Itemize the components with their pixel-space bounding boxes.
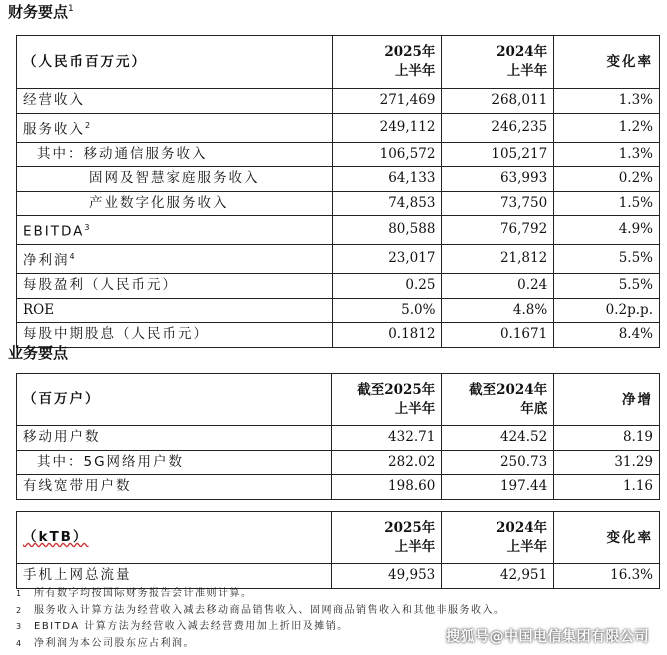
- col-change-header: 变化率: [554, 512, 660, 564]
- footnote-ref: 3: [84, 223, 90, 232]
- row-label: 每股盈利（人民币元）: [17, 274, 333, 299]
- unit-header: （kTB）: [17, 512, 332, 564]
- footnote: 3 EBITDA 计算方法为经营收入减去经营费用加上折旧及摊销。: [16, 621, 349, 633]
- value-change: 1.3%: [554, 142, 660, 167]
- row-label: 其中：5G网络用户数: [17, 450, 332, 475]
- value-2025: 271,469: [332, 89, 442, 114]
- table-row: [17, 323, 660, 348]
- col-2024-header: 2024年 上半年: [442, 512, 554, 564]
- value-net-add: 8.19: [554, 426, 660, 451]
- value-2024: 73,750: [442, 191, 554, 216]
- table-row: [17, 426, 660, 451]
- col-2025-header: 2025年 上半年: [332, 512, 442, 564]
- footnote-ref: 4: [69, 252, 75, 261]
- value-2025: 80,588: [332, 216, 442, 245]
- table-row: [17, 450, 660, 475]
- value-net-add: 1.16: [554, 475, 660, 500]
- value-2024: 250.73: [442, 450, 554, 475]
- value-2024: 0.1671: [442, 323, 554, 348]
- col-2024-header: 截至2024年 年底: [442, 374, 554, 426]
- financial-highlights-title: [8, 1, 74, 22]
- value-2024: 76,792: [442, 216, 554, 245]
- value-2024: 424.52: [442, 426, 554, 451]
- value-2024: 4.8%: [442, 298, 554, 323]
- table-row: [17, 475, 660, 500]
- value-2024: 268,011: [442, 89, 554, 114]
- row-label: 固网及智慧家庭服务收入: [17, 167, 333, 192]
- unit-header: （百万户）: [17, 374, 332, 426]
- row-label: 移动用户数: [17, 426, 332, 451]
- value-2025: 64,133: [332, 167, 442, 192]
- value-change: 4.9%: [554, 216, 660, 245]
- col-net-add-header: 净增: [554, 374, 660, 426]
- value-2024: 0.24: [442, 274, 554, 299]
- value-change: 1.2%: [554, 113, 660, 142]
- table-row: [17, 216, 660, 245]
- footnote: 2 服务收入计算方法为经营收入减去移动商品销售收入、固网商品销售收入和其他非服务收入。: [16, 604, 506, 616]
- value-2024: 63,993: [442, 167, 554, 192]
- value-change: 1.5%: [554, 191, 660, 216]
- value-2024: 21,812: [442, 245, 554, 274]
- table-row: [17, 564, 660, 589]
- financial-title-text: 财务要点: [8, 3, 69, 21]
- financial-table: [16, 35, 660, 348]
- footnotes: [16, 586, 506, 652]
- business-table: [16, 373, 660, 500]
- value-2025: 5.0%: [332, 298, 442, 323]
- row-label: 服务收入$^2$: [17, 113, 333, 142]
- footnote: 1 所有数字均按国际财务报告会计准则计算。: [16, 588, 253, 599]
- traffic-table: [16, 511, 660, 589]
- value-change: 5.5%: [554, 245, 660, 274]
- watermark: 搜狐号@中国电信集团有限公司: [446, 629, 649, 645]
- table-row: [17, 274, 660, 299]
- table-header-row: [17, 374, 660, 426]
- table-row: [17, 167, 660, 192]
- value-2024: 246,235: [442, 113, 554, 142]
- table-header-row: [17, 512, 660, 564]
- table-header-row: [17, 36, 660, 89]
- unit-header: （人民币百万元）: [17, 36, 333, 89]
- table-row: [17, 298, 660, 323]
- value-2025: 74,853: [332, 191, 442, 216]
- value-2024: 197.44: [442, 475, 554, 500]
- value-2025: 49,953: [332, 564, 442, 589]
- footnote: 4 净利润为本公司股东应占利润。: [16, 637, 195, 649]
- value-change: 16.3%: [554, 564, 660, 589]
- row-label: 手机上网总流量: [17, 564, 332, 589]
- value-2024: 105,217: [442, 142, 554, 167]
- value-change: 0.2p.p.: [554, 298, 660, 323]
- row-label: 净利润$^4$: [17, 245, 333, 274]
- value-change: 0.2%: [554, 167, 660, 192]
- table-row: [17, 191, 660, 216]
- row-label: ROE: [17, 298, 333, 323]
- table-row: [17, 113, 660, 142]
- col-change-header: 变化率: [554, 36, 660, 89]
- table-row: [17, 89, 660, 114]
- col-2025-header: 2025年 上半年: [332, 36, 442, 89]
- value-2025: 198.60: [332, 475, 442, 500]
- value-2025: 282.02: [332, 450, 442, 475]
- value-2025: 249,112: [332, 113, 442, 142]
- col-2024-header: 2024年 上半年: [442, 36, 554, 89]
- value-change: 1.3%: [554, 89, 660, 114]
- footnote-ref: 2: [85, 120, 91, 130]
- value-2025: 106,572: [332, 142, 442, 167]
- value-change: 5.5%: [554, 274, 660, 299]
- col-2025-header: 截至2025年 上半年: [332, 374, 442, 426]
- value-2025: 23,017: [332, 245, 442, 274]
- row-label: EBITDA$^3$: [17, 216, 333, 245]
- row-label: 其中：移动通信服务收入: [17, 142, 333, 167]
- row-label: 产业数字化服务收入: [17, 191, 333, 216]
- row-label: 经营收入: [17, 89, 333, 114]
- table-row: [17, 142, 660, 167]
- value-2025: 0.1812: [332, 323, 442, 348]
- value-change: 8.4%: [554, 323, 660, 348]
- business-highlights-title: 业务要点: [8, 344, 69, 362]
- value-2025: 0.25: [332, 274, 442, 299]
- financial-title-footnote: 1: [68, 4, 74, 14]
- table-row: [17, 245, 660, 274]
- row-label: 每股中期股息（人民币元）: [17, 323, 333, 348]
- value-2025: 432.71: [332, 426, 442, 451]
- value-net-add: 31.29: [554, 450, 660, 475]
- row-label: 有线宽带用户数: [17, 475, 332, 500]
- value-2024: 42,951: [442, 564, 554, 589]
